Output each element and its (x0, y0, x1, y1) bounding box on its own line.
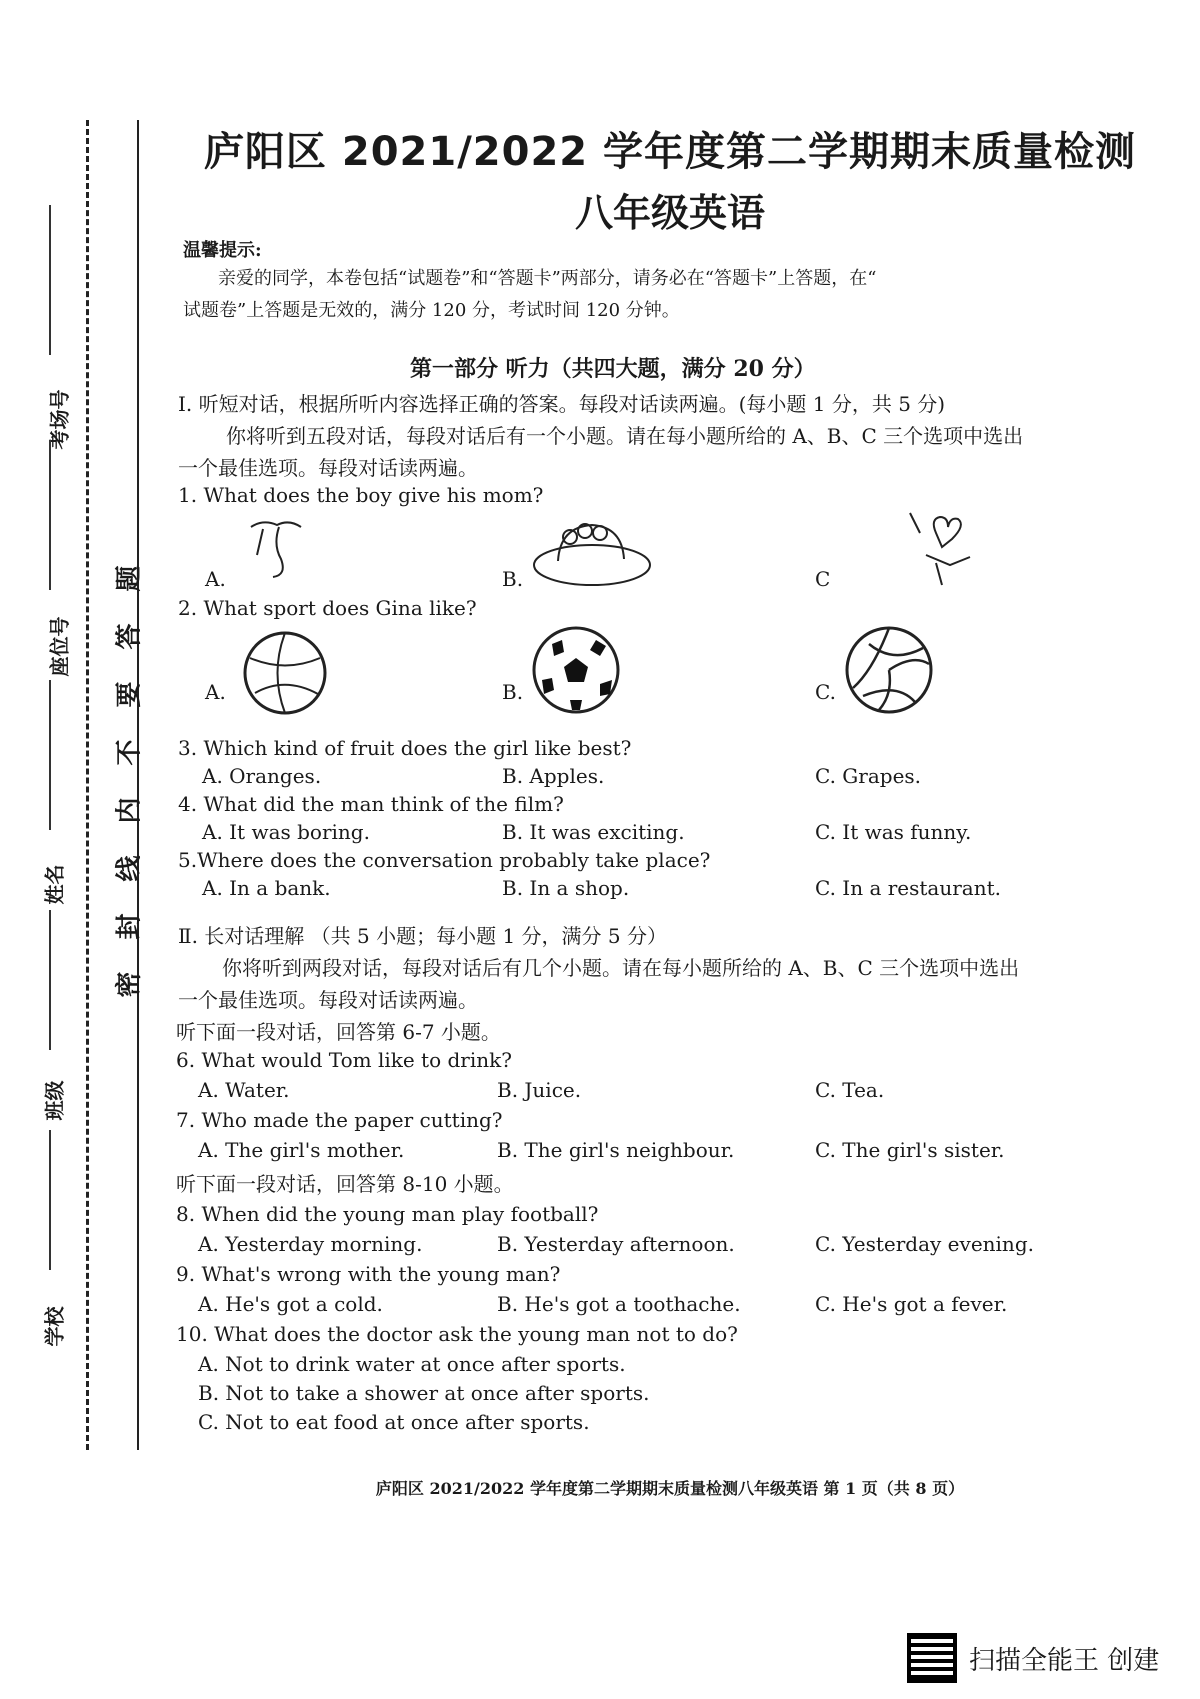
soccer-ball-icon (530, 624, 622, 716)
section1-title: Ⅰ. 听短对话，根据所听内容选择正确的答案。每段对话读两遍。(每小题 1 分，共 5 分) (178, 392, 946, 416)
q10-option-b: B. Not to take a shower at once after sports. (198, 1381, 650, 1405)
dialog2-instruction: 听下面一段对话，回答第 8-10 小题。 (176, 1172, 514, 1196)
qr-code-icon (907, 1633, 957, 1683)
q8-option-b: B. Yesterday afternoon. (497, 1232, 735, 1256)
question-7: 7. Who made the paper cutting? (176, 1108, 503, 1132)
section2-title: Ⅱ. 长对话理解 （共 5 小题；每小题 1 分，满分 5 分） (178, 924, 667, 948)
question-8: 8. When did the young man play football? (176, 1202, 599, 1226)
binding-solid-line (137, 120, 139, 1450)
question-5: 5.Where does the conversation probably take place? (178, 848, 711, 872)
exam-room-label: 考场号 (47, 389, 72, 450)
q3-option-a: A. Oranges. (202, 764, 322, 788)
q8-option-a: A. Yesterday morning. (198, 1232, 423, 1256)
school-label: 学校 (42, 1306, 67, 1347)
q2-option-b: B. (502, 680, 524, 704)
part1-heading: 第一部分 听力（共四大题，满分 20 分） (410, 356, 816, 382)
notice-label: 温馨提示: (183, 240, 262, 261)
section2-intro-1: 你将听到两段对话，每段对话后有几个小题。请在每小题所给的 A、B、C 三个选项中选出 (222, 956, 1020, 980)
q3-option-c: C. Grapes. (815, 764, 922, 788)
seal-char: 线 (114, 855, 145, 882)
exam-subtitle: 八年级英语 (574, 191, 765, 235)
seat-label: 座位号 (47, 616, 72, 677)
question-6: 6. What would Tom like to drink? (176, 1048, 512, 1072)
card-icon (890, 505, 980, 590)
seal-char: 答 (114, 623, 145, 650)
volleyball-icon (843, 624, 935, 716)
scarf-icon (243, 515, 313, 585)
q4-option-b: B. It was exciting. (502, 820, 685, 844)
q1-option-a: A. (205, 567, 226, 591)
q7-option-a: A. The girl's mother. (198, 1138, 405, 1162)
section1-intro-1: 你将听到五段对话，每段对话后有一个小题。请在每小题所给的 A、B、C 三个选项中选出 (226, 424, 1024, 448)
seal-char: 内 (114, 797, 145, 824)
hat-icon (530, 515, 655, 590)
section1-intro-2: 一个最佳选项。每段对话读两遍。 (178, 456, 478, 480)
seal-char: 要 (114, 681, 145, 708)
scanner-text: 扫描全能王 创建 (969, 1645, 1160, 1676)
q5-option-b: B. In a shop. (502, 876, 630, 900)
basketball-icon (240, 628, 330, 718)
question-9: 9. What's wrong with the young man? (176, 1262, 561, 1286)
name-blank (49, 680, 51, 830)
q6-option-b: B. Juice. (497, 1078, 582, 1102)
seal-char: 题 (114, 565, 145, 592)
notice-line-1: 亲爱的同学，本卷包括“试题卷”和“答题卡”两部分，请务必在“答题卡”上答题，在“ (218, 268, 877, 289)
q6-option-a: A. Water. (198, 1078, 290, 1102)
seal-char: 密 (114, 971, 145, 998)
school-blank (49, 1130, 51, 1270)
question-2: 2. What sport does Gina like? (178, 596, 477, 620)
q9-option-a: A. He's got a cold. (198, 1292, 383, 1316)
binding-dashed-line (86, 120, 89, 1450)
page-footer: 庐阳区 2021/2022 学年度第二学期期末质量检测八年级英语 第 1 页（共 8 页） (375, 1479, 965, 1498)
q4-option-a: A. It was boring. (202, 820, 370, 844)
dialog1-instruction: 听下面一段对话，回答第 6-7 小题。 (176, 1020, 501, 1044)
q6-option-c: C. Tea. (815, 1078, 885, 1102)
question-4: 4. What did the man think of the film? (178, 792, 564, 816)
q9-option-c: C. He's got a fever. (815, 1292, 1008, 1316)
scanner-watermark (907, 1633, 1159, 1683)
class-blank (49, 910, 51, 1050)
question-1: 1. What does the boy give his mom? (178, 483, 544, 507)
q1-option-c: C (815, 567, 831, 591)
seal-char: 封 (114, 913, 145, 940)
q3-option-b: B. Apples. (502, 764, 605, 788)
q7-option-b: B. The girl's neighbour. (497, 1138, 735, 1162)
seat-blank (49, 440, 51, 590)
q1-option-b: B. (502, 567, 524, 591)
notice-line-2: 试题卷”上答题是无效的，满分 120 分，考试时间 120 分钟。 (183, 300, 680, 321)
q10-option-a: A. Not to drink water at once after sports. (198, 1352, 626, 1376)
section2-intro-2: 一个最佳选项。每段对话读两遍。 (178, 988, 478, 1012)
q9-option-b: B. He's got a toothache. (497, 1292, 741, 1316)
exam-room-blank (49, 205, 51, 355)
q5-option-a: A. In a bank. (202, 876, 331, 900)
seal-char: 不 (114, 739, 145, 766)
exam-title: 庐阳区 2021/2022 学年度第二学期期末质量检测 (203, 129, 1137, 175)
question-3: 3. Which kind of fruit does the girl like best? (178, 736, 632, 760)
class-label: 班级 (42, 1080, 67, 1121)
question-10: 10. What does the doctor ask the young man not to do? (176, 1322, 738, 1346)
q2-option-a: A. (205, 680, 226, 704)
q7-option-c: C. The girl's sister. (815, 1138, 1005, 1162)
name-label: 姓名 (42, 864, 67, 905)
q5-option-c: C. In a restaurant. (815, 876, 1001, 900)
q2-option-c: C. (815, 680, 836, 704)
q10-option-c: C. Not to eat food at once after sports. (198, 1410, 590, 1434)
q4-option-c: C. It was funny. (815, 820, 972, 844)
q8-option-c: C. Yesterday evening. (815, 1232, 1034, 1256)
